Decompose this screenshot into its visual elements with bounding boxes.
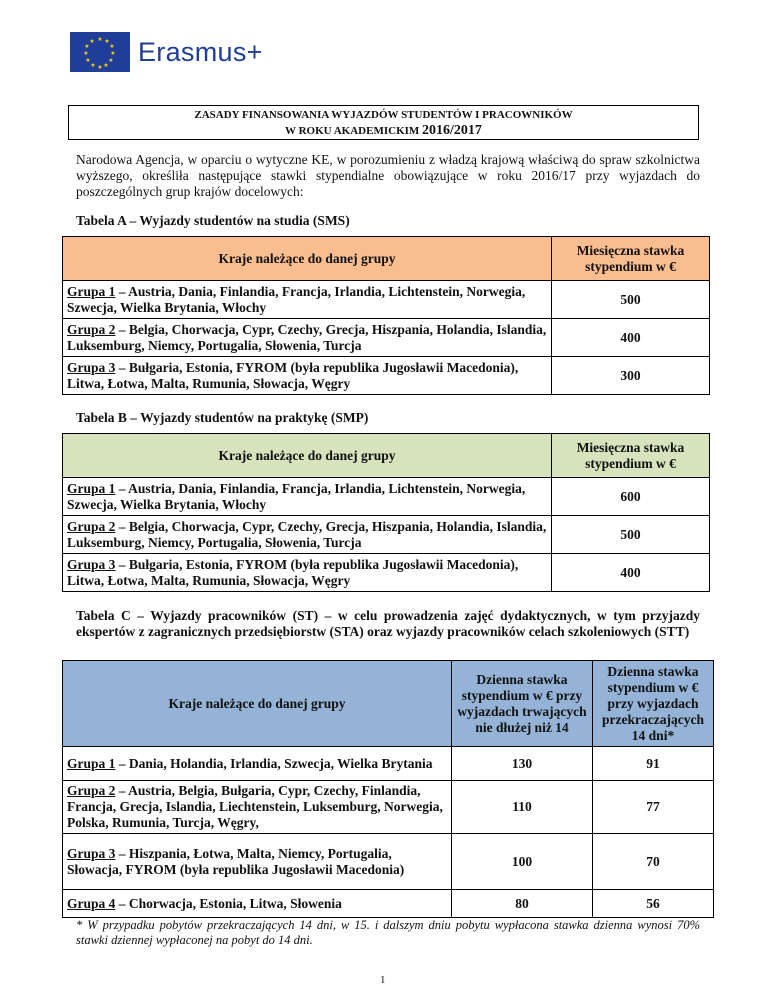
short-rate-cell: 80: [452, 890, 593, 918]
title-year: 2016/2017: [422, 123, 482, 138]
title-line2: [69, 123, 698, 139]
svg-text:★: ★: [108, 58, 114, 64]
title-line1: ZASADY FINANSOWANIA WYJAZDÓW STUDENTÓW I PRACOWNIKÓW: [194, 109, 573, 121]
eu-flag-icon: [70, 32, 130, 72]
svg-text:★: ★: [97, 37, 103, 43]
table-c-caption: Tabela C – Wyjazdy pracowników (ST) – w celu prowadzenia zajęć dydaktycznych, w tym przyjazdy ekspertów z zagranicznych przedsiębiorstw (STA) oraz wyjazdy pracowników celach szkoleniowych (STT): [76, 608, 700, 639]
group-label: Grupa 2: [67, 321, 116, 337]
long-rate-cell: 56: [593, 890, 714, 918]
col-countries-header: Kraje należące do danej grupy: [63, 237, 552, 281]
svg-text:★: ★: [84, 44, 90, 50]
group-countries: – Bułgaria, Estonia, FYROM (była republika Jugosławii Macedonia), Litwa, Łotwa, Malta, Rumunia, Słowacja, Węgry: [67, 556, 519, 588]
table-row: [63, 319, 710, 357]
short-rate-cell: 130: [452, 747, 593, 781]
rate-cell: 500: [552, 281, 710, 319]
col-short-rate-header: Dzienna stawka stypendium w € przy wyjazdach trwających nie dłużej niż 14: [452, 661, 593, 747]
page-number: 1: [380, 974, 386, 986]
rate-cell: 600: [552, 478, 710, 516]
rate-cell: 500: [552, 516, 710, 554]
country-group-cell: [63, 781, 452, 834]
title-line2-prefix: W ROKU AKADEMICKIM: [285, 125, 420, 137]
group-countries: – Austria, Belgia, Bułgaria, Cypr, Czechy, Finlandia, Francja, Grecja, Islandia, Liechtenstein, Luksemburg, Norwegia, Polska, Rumunia, Turcja, Węgry,: [67, 783, 443, 830]
table-row: [63, 747, 714, 781]
group-label: Grupa 3: [67, 845, 116, 861]
brand-name: Erasmus+: [138, 36, 263, 67]
document-title: [68, 105, 699, 140]
group-label: Grupa 1: [67, 755, 116, 771]
col-rate-header: Miesięczna stawka stypendium w €: [552, 237, 710, 281]
table-a: [62, 236, 710, 395]
group-countries: – Bułgaria, Estonia, FYROM (była republika Jugosławii Macedonia), Litwa, Łotwa, Malta, Rumunia, Słowacja, Węgry: [67, 359, 519, 391]
table-row: [63, 478, 710, 516]
svg-text:★: ★: [85, 58, 91, 64]
table-a-caption: Tabela A – Wyjazdy studentów na studia (SMS): [76, 213, 350, 228]
country-group-cell: [63, 357, 552, 395]
group-label: Grupa 1: [67, 283, 116, 299]
group-label: Grupa 3: [67, 556, 116, 572]
table-row: [63, 554, 710, 592]
svg-text:★: ★: [83, 51, 89, 57]
country-group-cell: [63, 478, 552, 516]
table-b-caption: Tabela B – Wyjazdy studentów na praktykę (SMP): [76, 410, 369, 425]
country-group-cell: [63, 890, 452, 918]
table-header-row: [63, 661, 714, 747]
group-countries: – Dania, Holandia, Irlandia, Szwecja, Wielka Brytania: [115, 755, 433, 771]
footnote: * W przypadku pobytów przekraczających 14 dni, w 15. i dalszym dniu pobytu wypłacona stawka dzienna wynosi 70% stawki dziennej wypłaconej na pobyt do 14 dni.: [76, 918, 700, 947]
svg-text:★: ★: [110, 51, 116, 57]
rate-cell: 400: [552, 319, 710, 357]
country-group-cell: [63, 516, 552, 554]
col-rate-header: Miesięczna stawka stypendium w €: [552, 434, 710, 478]
country-group-cell: [63, 281, 552, 319]
long-rate-cell: 70: [593, 834, 714, 890]
group-label: Grupa 3: [67, 359, 116, 375]
table-row: [63, 357, 710, 395]
short-rate-cell: 100: [452, 834, 593, 890]
table-row: [63, 281, 710, 319]
group-label: Grupa 2: [67, 783, 116, 798]
table-row: [63, 516, 710, 554]
table-c: [62, 660, 714, 918]
table-row: [63, 834, 714, 890]
col-long-rate-header: Dzienna stawka stypendium w € przy wyjazdach przekraczających 14 dni*: [593, 661, 714, 747]
rate-cell: 300: [552, 357, 710, 395]
long-rate-cell: 77: [593, 781, 714, 834]
group-label: Grupa 2: [67, 518, 116, 534]
group-countries: – Austria, Dania, Finlandia, Francja, Irlandia, Lichtenstein, Norwegia, Szwecja, Wielka Brytania, Włochy: [67, 480, 526, 512]
country-group-cell: [63, 747, 452, 781]
group-countries: – Belgia, Chorwacja, Cypr, Czechy, Grecja, Hiszpania, Holandia, Islandia, Luksemburg, Niemcy, Portugalia, Słowenia, Turcja: [67, 518, 547, 550]
short-rate-cell: 110: [452, 781, 593, 834]
svg-text:★: ★: [97, 65, 103, 70]
svg-text:★: ★: [104, 39, 110, 45]
country-group-cell: [63, 834, 452, 890]
group-countries: – Chorwacja, Estonia, Litwa, Słowenia: [115, 895, 342, 911]
col-countries-header: Kraje należące do danej grupy: [63, 434, 552, 478]
col-countries-header: Kraje należące do danej grupy: [63, 661, 452, 747]
svg-text:★: ★: [109, 44, 115, 50]
country-group-cell: [63, 554, 552, 592]
table-b: [62, 433, 710, 592]
intro-paragraph: Narodowa Agencja, w oparciu o wytyczne KE, w porozumieniu z władzą krajową właściwą do spraw szkolnictwa wyższego, określiła następujące stawki stypendialne obowiązujące w roku 2016/17 przy wyjazdach do poszczególnych grup krajów docelowych:: [76, 152, 700, 199]
group-countries: – Belgia, Chorwacja, Cypr, Czechy, Grecja, Hiszpania, Holandia, Islandia, Luksemburg, Niemcy, Portugalia, Słowenia, Turcja: [67, 321, 547, 353]
svg-text:★: ★: [90, 63, 96, 69]
long-rate-cell: 91: [593, 747, 714, 781]
country-group-cell: [63, 319, 552, 357]
erasmus-logo: [70, 32, 263, 72]
table-header-row: [63, 237, 710, 281]
rate-cell: 400: [552, 554, 710, 592]
group-countries: – Hiszpania, Łotwa, Malta, Niemcy, Portugalia, Słowacja, FYROM (była republika Jugosławii Macedonia): [67, 845, 405, 877]
svg-text:★: ★: [103, 63, 109, 69]
table-row: [63, 890, 714, 918]
group-countries: – Austria, Dania, Finlandia, Francja, Irlandia, Lichtenstein, Norwegia, Szwecja, Wielka Brytania, Włochy: [67, 283, 526, 315]
group-label: Grupa 4: [67, 895, 116, 911]
group-label: Grupa 1: [67, 480, 116, 496]
table-row: [63, 781, 714, 834]
table-header-row: [63, 434, 710, 478]
svg-text:★: ★: [89, 39, 95, 45]
